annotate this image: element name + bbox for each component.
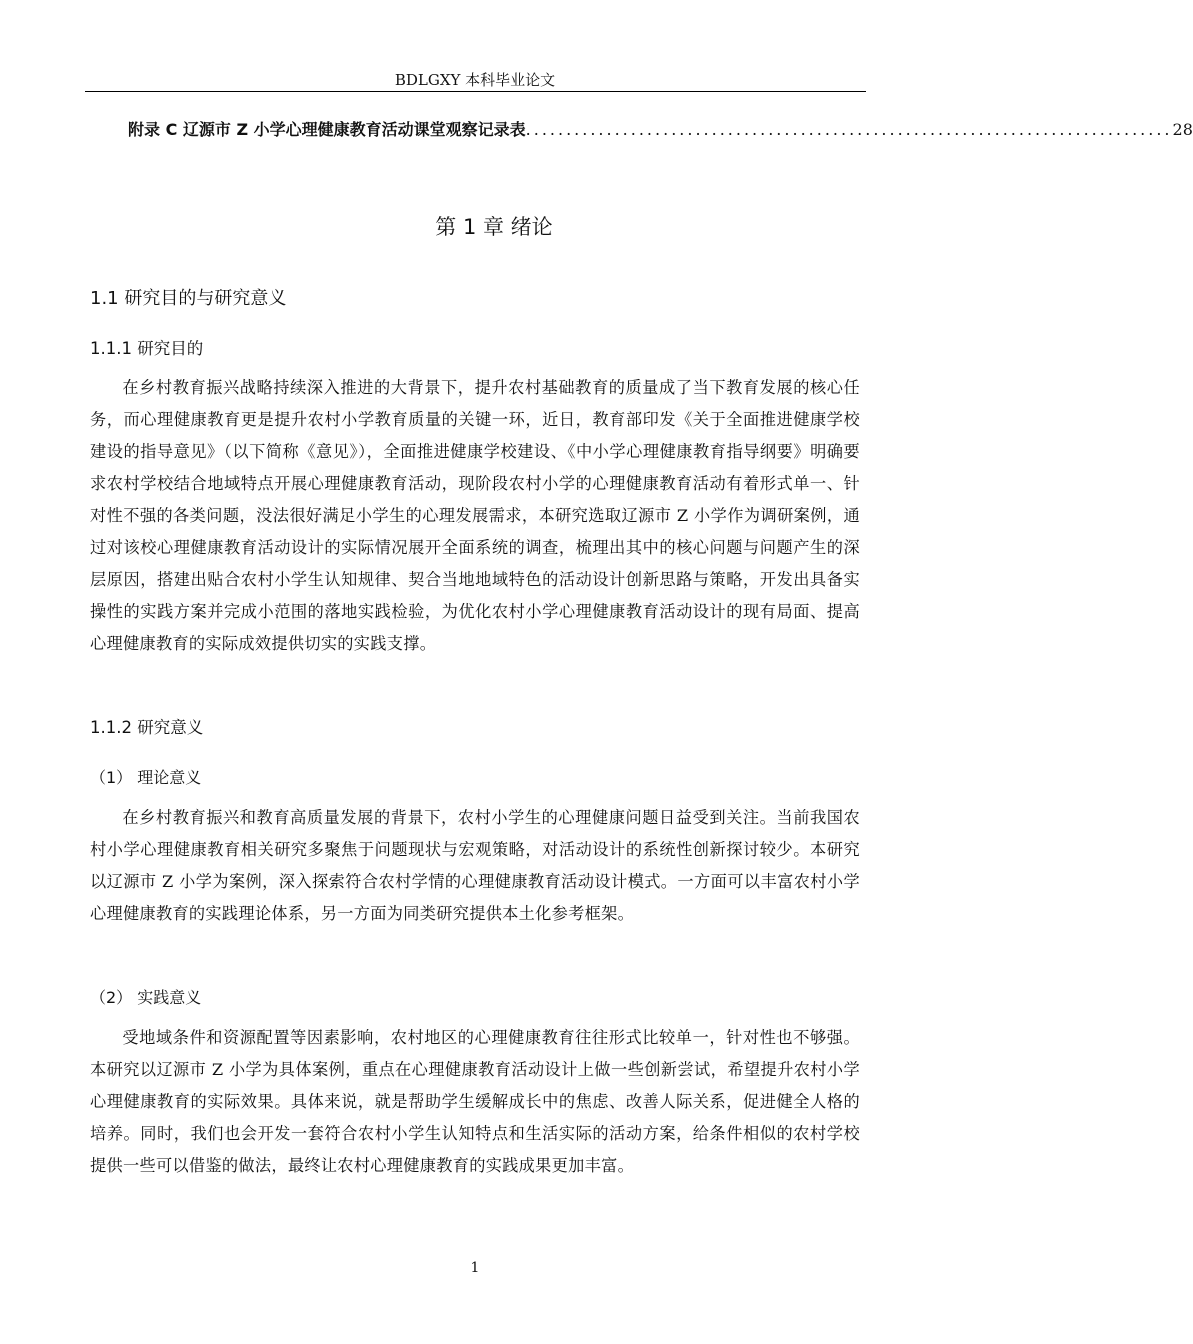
chapter-title: 第 1 章 绪论 xyxy=(435,215,553,239)
subheading-practice-significance: （2） 实践意义 xyxy=(90,988,202,1007)
toc-entry-title: 附录 C 辽源市 Z 小学心理健康教育活动课堂观察记录表 xyxy=(128,120,526,139)
running-header: BDLGXY 本科毕业论文 xyxy=(394,71,556,89)
paragraph-practice-significance: 受地域条件和资源配置等因素影响，农村地区的心理健康教育往往形式比较单一，针对性也不够强。本研究以辽源市 Z 小学为具体案例，重点在心理健康教育活动设计上做一些创新尝试，希望提升农村小学心理健康教育的实际效果。具体来说，就是帮助学生缓解成长中的焦虑、改善人际关系，促进健全人格的培养。同时，我们也会开发一套符合农村小学生认知特点和生活实际的活动方案，给条件相似的农村学校提供一些可以借鉴的做法，最终让农村心理健康教育的实践成果更加丰富。 xyxy=(90,1028,860,1175)
toc-entry[interactable] xyxy=(128,118,1193,142)
section-heading-1-1-2: 1.1.2 研究意义 xyxy=(90,718,204,737)
subheading-theory-significance: （1） 理论意义 xyxy=(90,768,202,787)
toc-entry-page: 28 xyxy=(1172,120,1193,139)
section-heading-1-1: 1.1 研究目的与研究意义 xyxy=(90,288,287,309)
section-heading-1-1-1: 1.1.1 研究目的 xyxy=(90,339,204,358)
header-rule xyxy=(85,91,866,92)
paragraph-theory-significance: 在乡村教育振兴和教育高质量发展的背景下，农村小学生的心理健康问题日益受到关注。当前我国农村小学心理健康教育相关研究多聚焦于问题现状与宏观策略，对活动设计的系统性创新探讨较少。本研究以辽源市 Z 小学为案例，深入探索符合农村学情的心理健康教育活动设计模式。一方面可以丰富农村小学心理健康教育的实践理论体系，另一方面为同类研究提供本土化参考框架。 xyxy=(90,808,860,923)
paragraph-research-purpose: 在乡村教育振兴战略持续深入推进的大背景下，提升农村基础教育的质量成了当下教育发展的核心任务，而心理健康教育更是提升农村小学教育质量的关键一环，近日，教育部印发《关于全面推进健康学校建设的指导意见》（以下简称《意见》），全面推进健康学校建设、《中小学心理健康教育指导纲要》明确要求农村学校结合地域特点开展心理健康教育活动，现阶段农村小学的心理健康教育活动有着形式单一、针对性不强的各类问题，没法很好满足小学生的心理发展需求，本研究选取辽源市 Z 小学作为调研案例，通过对该校心理健康教育活动设计的实际情况展开全面系统的调查，梳理出其中的核心问题与问题产生的深层原因，搭建出贴合农村小学生认知规律、契合当地地域特色的活动设计创新思路与策略，开发出具备实操性的实践方案并完成小范围的落地实践检验，为优化农村小学心理健康教育活动设计的现有局面、提高心理健康教育的实际成效提供切实的实践支撑。 xyxy=(90,378,860,653)
page-number: 1 xyxy=(470,1260,480,1276)
toc-leader-dots: ................................................................................ xyxy=(525,120,1173,139)
